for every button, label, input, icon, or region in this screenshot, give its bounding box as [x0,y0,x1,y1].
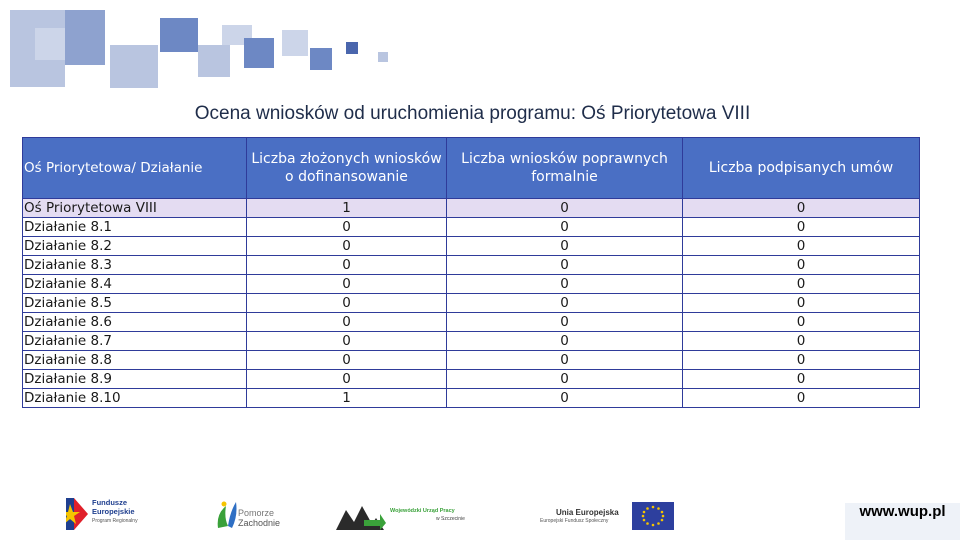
cell-zlozone: 0 [247,218,447,237]
cell-poprawne: 0 [447,199,683,218]
cell-poprawne: 0 [447,256,683,275]
cell-poprawne: 0 [447,351,683,370]
cell-umowy: 0 [683,256,920,275]
row-label: Działanie 8.9 [23,370,247,389]
ue-text-2: Europejski Fundusz Społeczny [540,518,609,524]
row-label: Działanie 8.7 [23,332,247,351]
cell-poprawne: 0 [447,370,683,389]
fe-text-3: Program Regionalny [92,518,138,524]
cell-umowy: 0 [683,389,920,408]
cell-poprawne: 0 [447,275,683,294]
table-row [23,237,920,256]
table-row [23,313,920,332]
ue-text-1: Unia Europejska [556,508,619,517]
header-zlozone: Liczba złożonych wniosków o dofinansowanie [247,138,447,199]
row-label: Działanie 8.2 [23,237,247,256]
cell-poprawne: 0 [447,294,683,313]
table-row [23,294,920,313]
row-label: Działanie 8.5 [23,294,247,313]
cell-umowy: 0 [683,218,920,237]
table-row [23,275,920,294]
cell-zlozone: 0 [247,275,447,294]
row-label: Działanie 8.4 [23,275,247,294]
cell-umowy: 0 [683,294,920,313]
cell-zlozone: 0 [247,351,447,370]
row-label: Działanie 8.3 [23,256,247,275]
cell-zlozone: 0 [247,370,447,389]
row-label: Działanie 8.6 [23,313,247,332]
row-label: Oś Priorytetowa VIII [23,199,247,218]
table-row [23,218,920,237]
fe-star-icon [66,496,88,532]
website-link[interactable]: www.wup.pl [845,503,960,540]
cell-zlozone: 0 [247,294,447,313]
table-row [23,332,920,351]
fundusze-europejskie-logo [66,496,156,532]
pomorze-leaf-icon [214,500,238,530]
cell-umowy: 0 [683,275,920,294]
wup-logo [336,502,478,532]
page-title: Ocena wniosków od uruchomienia programu: Oś Priorytetowa VIII [194,103,751,124]
wup-mountains-icon [336,502,386,530]
cell-poprawne: 0 [447,237,683,256]
table-header-row [23,138,920,199]
table-row [23,370,920,389]
cell-zlozone: 1 [247,389,447,408]
cell-umowy: 0 [683,351,920,370]
header-umowy: Liczba podpisanych umów [683,138,920,199]
cell-zlozone: 1 [247,199,447,218]
wup-text-2: w Szczecinie [436,516,465,522]
table-row [23,389,920,408]
row-label: Działanie 8.8 [23,351,247,370]
table-row [23,199,920,218]
eu-flag-icon [632,502,674,530]
cell-umowy: 0 [683,370,920,389]
fe-text-1: Fundusze [92,498,127,507]
pomorze-text-1: Pomorze [238,508,275,518]
cell-poprawne: 0 [447,389,683,408]
table-row [23,351,920,370]
cell-umowy: 0 [683,199,920,218]
applications-table [22,137,920,408]
fe-text-2: Europejskie [92,507,135,516]
unia-europejska-logo [540,500,675,532]
cell-zlozone: 0 [247,237,447,256]
header-os-dzialanie: Oś Priorytetowa/ Działanie [23,138,247,199]
cell-poprawne: 0 [447,332,683,351]
wup-text-1: Wojewódzki Urząd Pracy [390,508,455,514]
cell-poprawne: 0 [447,218,683,237]
cell-umowy: 0 [683,237,920,256]
header-poprawne: Liczba wniosków poprawnych formalnie [447,138,683,199]
table-row [23,256,920,275]
row-label: Działanie 8.1 [23,218,247,237]
pomorze-text-2: Zachodnie [238,518,281,528]
cell-poprawne: 0 [447,313,683,332]
cell-umowy: 0 [683,332,920,351]
row-label: Działanie 8.10 [23,389,247,408]
cell-zlozone: 0 [247,332,447,351]
cell-zlozone: 0 [247,313,447,332]
cell-umowy: 0 [683,313,920,332]
cell-zlozone: 0 [247,256,447,275]
pomorze-zachodnie-logo [214,500,284,532]
